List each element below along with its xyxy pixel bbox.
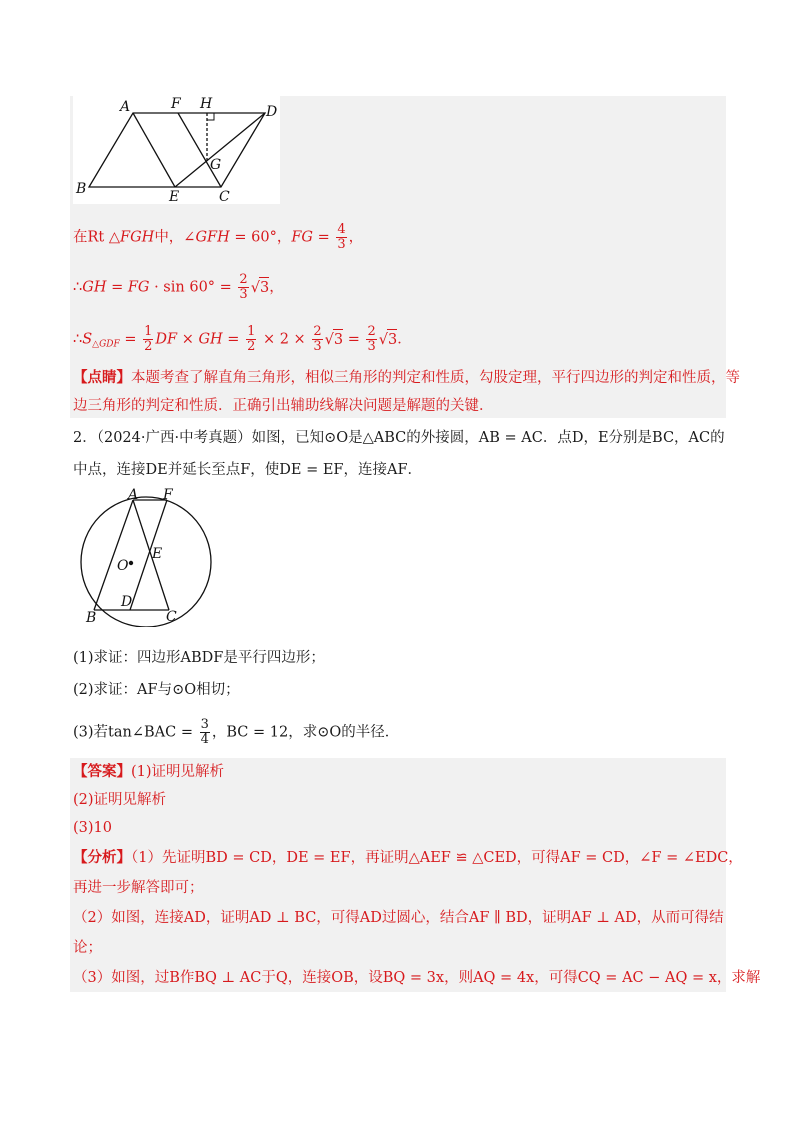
review-tag: 【点睛】: [73, 369, 131, 386]
question-3: (3)若tan∠BAC = $\frac{3}{4}$ ，BC = 12，求⊙O的半径．: [73, 717, 400, 747]
label-B2: B: [86, 610, 97, 626]
analysis-line-3: （2）如图，连接AD，证明AD ⊥ BC，可得AD过圆心，结合AF ∥ BD，证明AF ⊥ AD，从而可得结: [73, 910, 724, 926]
analysis-tag: 【分析】: [73, 849, 131, 866]
review-line-1: 【点睛】本题考查了解直角三角形，相似三角形的判定和性质，勾股定理，平行四边形的判定和性质，等: [73, 369, 740, 386]
label-G: G: [210, 157, 222, 173]
label-D: D: [266, 104, 278, 120]
analysis-line-2: 再进一步解答即可；: [73, 880, 204, 896]
answer-line-3: (3)10: [73, 820, 112, 836]
label-E: E: [169, 189, 180, 204]
answer-block-2: [70, 758, 726, 992]
label-E2: E: [152, 546, 163, 562]
label-B: B: [76, 181, 87, 197]
label-C2: C: [166, 609, 177, 625]
label-F: F: [171, 96, 181, 112]
label-A2: A: [128, 487, 139, 503]
question-1: (1)求证：四边形ABDF是平行四边形；: [73, 650, 325, 666]
problem2-line-1: 2．（2024·广西·中考真题）如图，已知⊙O是△ABC的外接圆，AB = AC．点D，E分别是BC，AC的: [73, 430, 725, 446]
label-O2: O: [117, 558, 129, 574]
label-H: H: [200, 96, 213, 112]
figure-circle: [70, 487, 230, 627]
solution-line-2: ∴GH = FG · sin 60° = $\frac{2}{3}$ √3，: [73, 272, 284, 302]
answer-line-2: (2)证明见解析: [73, 792, 167, 808]
label-D2: D: [121, 594, 133, 610]
solution-line-1: 在Rt △FGH中，∠GFH = 60°，FG = $\frac{4}{3}$ ，: [73, 222, 364, 252]
label-A: A: [120, 99, 131, 115]
label-F2: F: [163, 487, 173, 503]
analysis-line-1: 【分析】（1）先证明BD = CD，DE = EF，再证明△AEF ≌ △CED，可得AF = CD，∠F = ∠EDC，: [73, 849, 743, 866]
review-line-2: 边三角形的判定和性质．正确引出辅助线解决问题是解题的关键．: [73, 398, 494, 414]
answer-line-1: 【答案】(1)证明见解析: [73, 763, 225, 780]
figure-parallelogram: [73, 96, 280, 204]
problem2-line-2: 中点，连接DE并延长至点F，使DE = EF，连接AF．: [73, 462, 423, 478]
label-C: C: [219, 189, 230, 204]
answer-tag: 【答案】: [73, 763, 131, 780]
analysis-line-5: （3）如图，过B作BQ ⊥ AC于Q，连接OB，设BQ = 3x，则AQ = 4x，可得CQ = AC − AQ = x，求解: [73, 970, 761, 986]
solution-line-3: $\therefore S_{\triangle GDF}$ = $\frac{1}{2}$ DF × GH = $\frac{1}{2}$ × 2 × $\frac{2}{3}$ √3 = $\frac{2}{3}$ √3．: [73, 324, 412, 354]
analysis-line-4: 论；: [73, 940, 102, 956]
question-2: (2)求证：AF与⊙O相切；: [73, 682, 240, 698]
